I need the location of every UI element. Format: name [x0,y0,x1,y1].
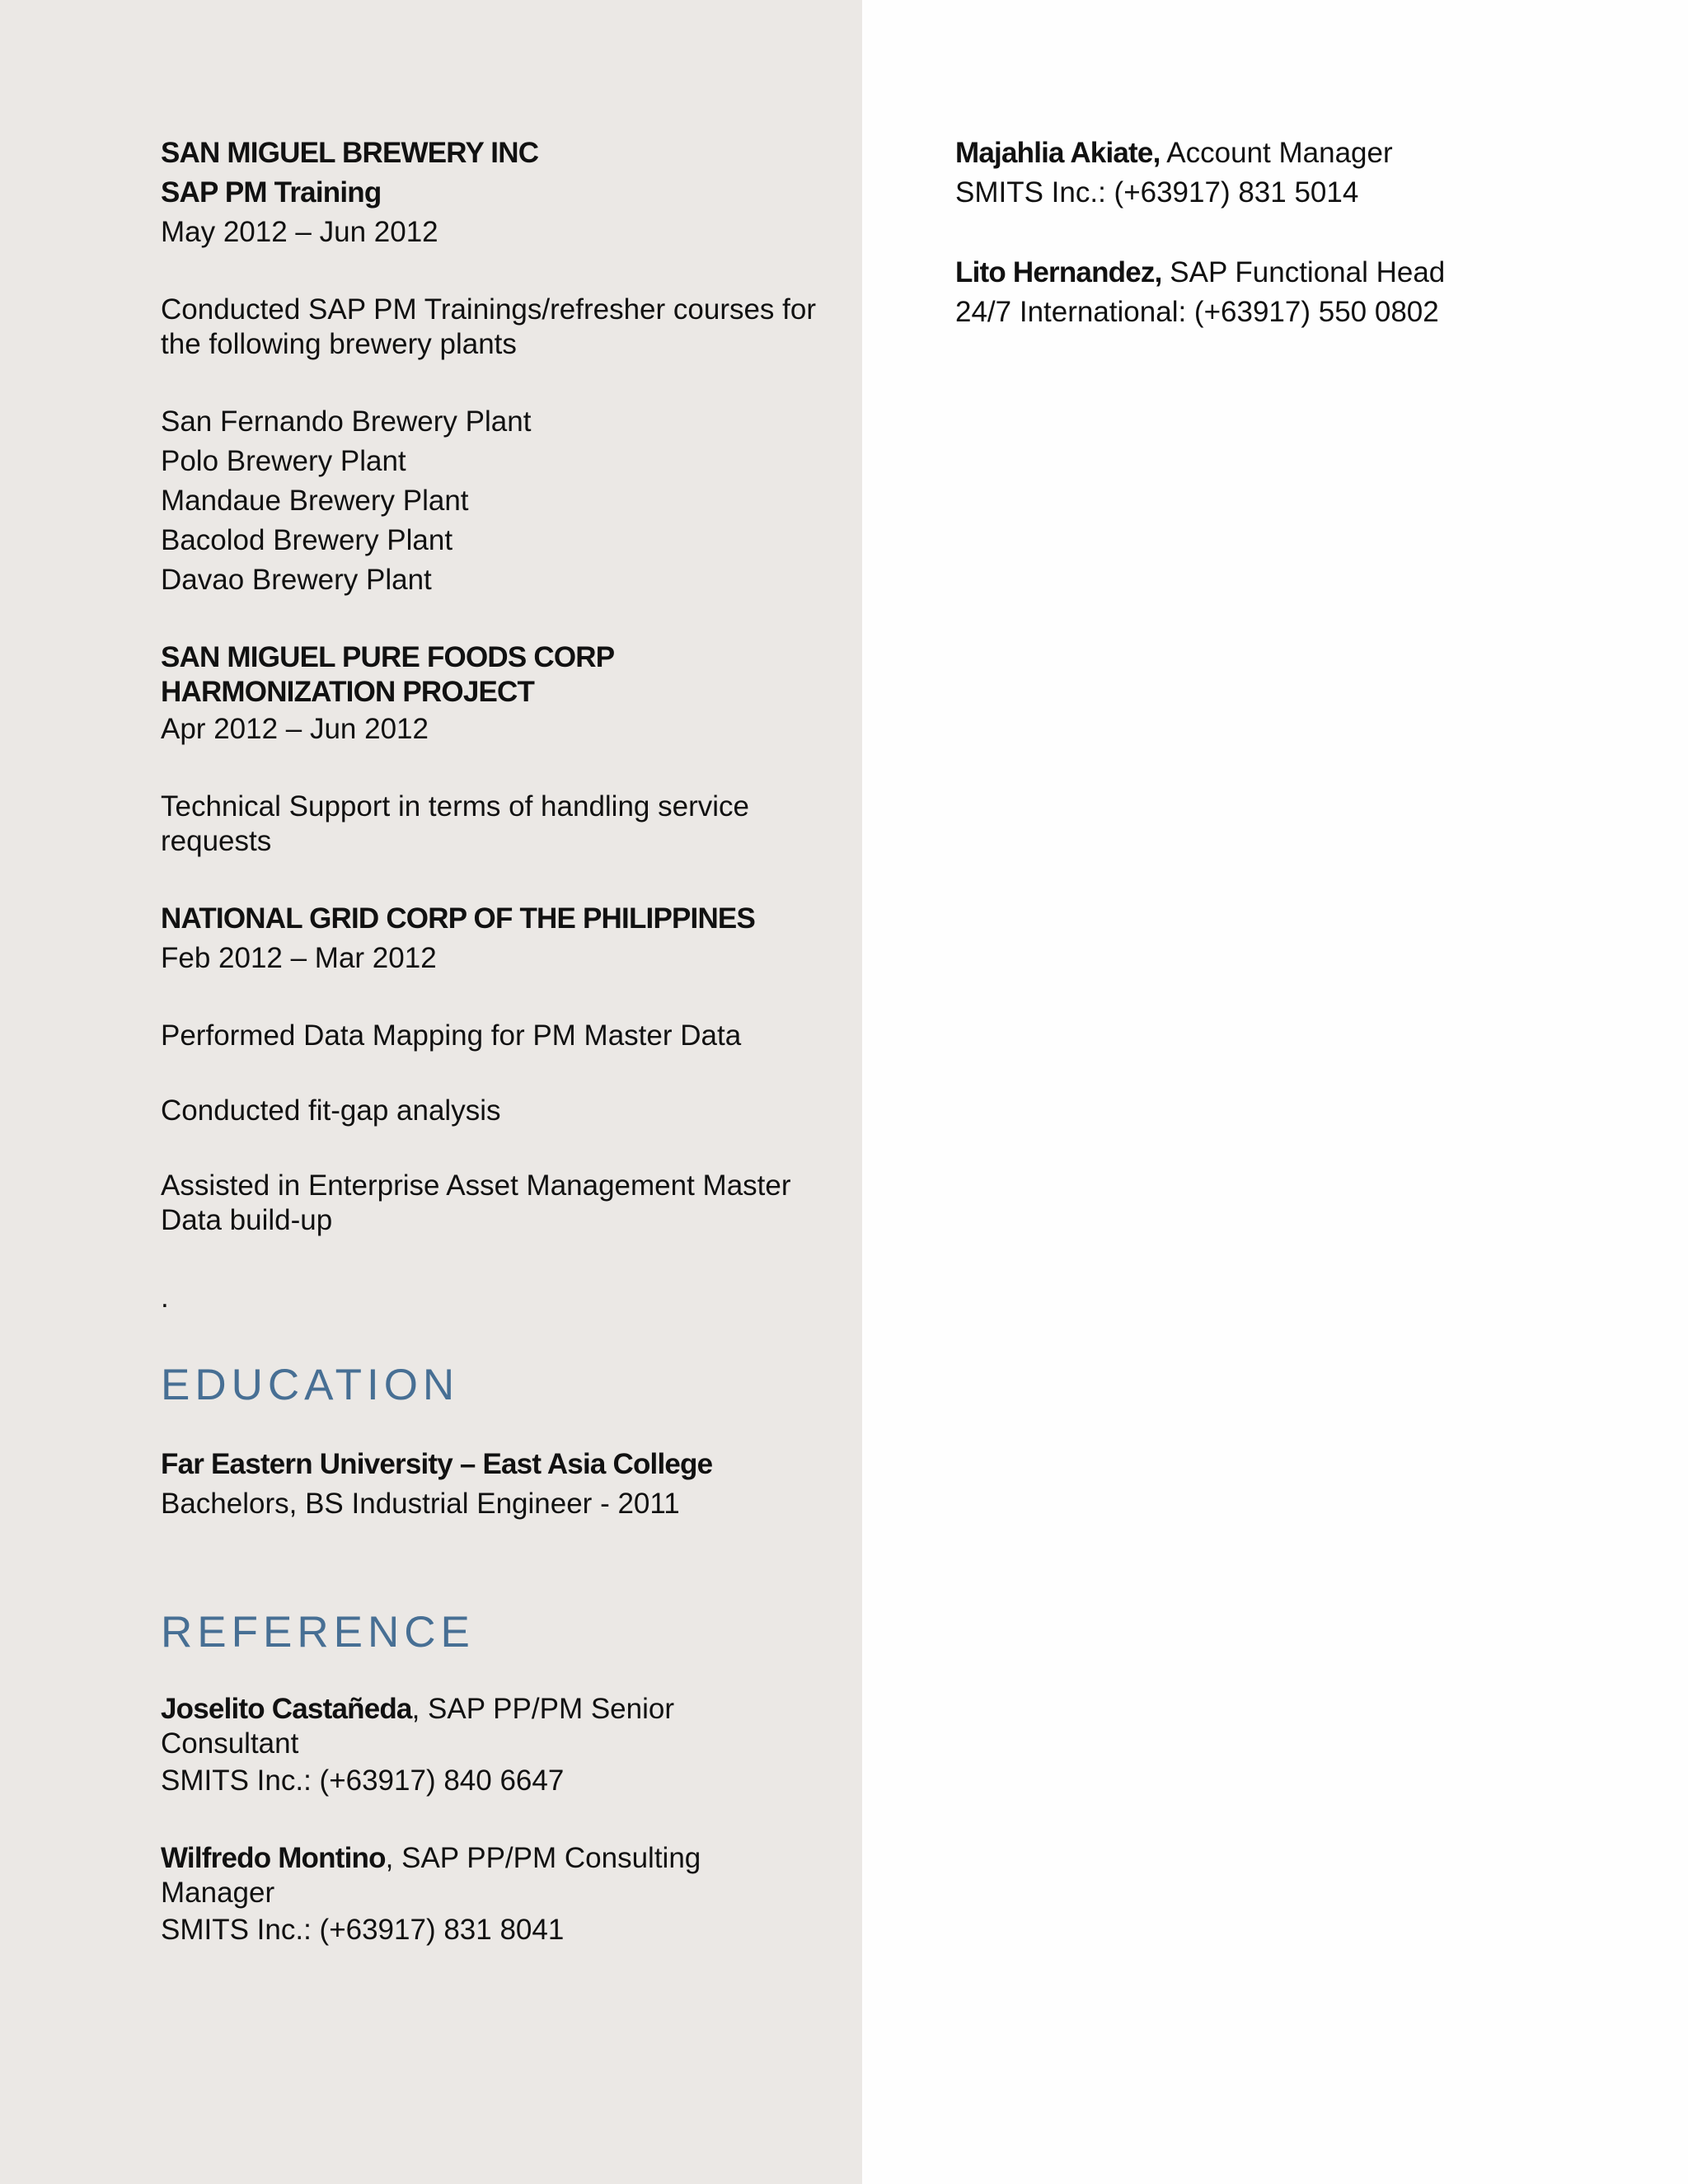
job-description: Conducted SAP PM Trainings/refresher courses for the following brewery plants [161,293,817,360]
experience-entry-san-miguel-pure-foods [161,640,820,859]
reference-contact: SMITS Inc.: (+63917) 840 6647 [161,1765,565,1797]
date-range: May 2012 – Jun 2012 [161,216,438,248]
section-heading-education: EDUCATION [161,1361,460,1409]
reference-entry [161,1692,820,1801]
reference-contact: SMITS Inc.: (+63917) 831 8041 [161,1914,565,1946]
reference-entry [955,134,1664,213]
list-item: Davao Brewery Plant [161,564,432,596]
reference-section [161,1606,820,1950]
reference-entry [955,253,1664,332]
right-column-content [955,134,1664,332]
list-item: Mandaue Brewery Plant [161,485,469,517]
left-column-content [161,134,820,1950]
reference-name: Majahlia Akiate, [955,137,1160,169]
experience-entry-national-grid [161,899,820,1238]
reference-title: SAP Functional Head [1161,256,1446,288]
reference-name: Joselito Castañeda [161,1693,412,1725]
stray-period: . [161,1282,169,1314]
reference-entry [161,1841,820,1950]
company-name: SAN MIGUEL BREWERY INC [161,137,539,169]
task-item: Conducted fit-gap analysis [161,1094,501,1127]
school-name: Far Eastern University – East Asia College [161,1448,713,1480]
company-name: SAN MIGUEL PURE FOODS CORP HARMONIZATION PROJECT [161,641,614,708]
list-item: San Fernando Brewery Plant [161,405,532,438]
list-item: Bacolod Brewery Plant [161,524,453,556]
reference-name: Lito Hernandez, [955,256,1162,288]
reference-name: Wilfredo Montino [161,1842,386,1874]
date-range: Feb 2012 – Mar 2012 [161,942,437,974]
reference-title: Account Manager [1160,137,1393,169]
reference-contact: SMITS Inc.: (+63917) 831 5014 [955,176,1359,209]
experience-entry-san-miguel-brewery [161,134,820,600]
reference-title: , SAP PP/PM Consulting Manager [161,1842,701,1909]
job-description: Technical Support in terms of handling service requests [161,790,749,857]
section-heading-reference: REFERENCE [161,1608,475,1657]
degree: Bachelors, BS Industrial Engineer - 2011 [161,1488,680,1520]
date-range: Apr 2012 – Jun 2012 [161,713,429,745]
project-name: SAP PM Training [161,176,382,209]
task-item: Assisted in Enterprise Asset Management Master Data build-up [161,1169,791,1236]
education-section [161,1359,820,1524]
plant-list [161,402,820,600]
reference-title: , SAP PP/PM Senior Consultant [161,1693,674,1760]
company-name: NATIONAL GRID CORP OF THE PHILIPPINES [161,902,756,935]
list-item: Polo Brewery Plant [161,445,406,477]
task-item: Performed Data Mapping for PM Master Data [161,1019,742,1052]
reference-contact: 24/7 International: (+63917) 550 0802 [955,296,1439,328]
